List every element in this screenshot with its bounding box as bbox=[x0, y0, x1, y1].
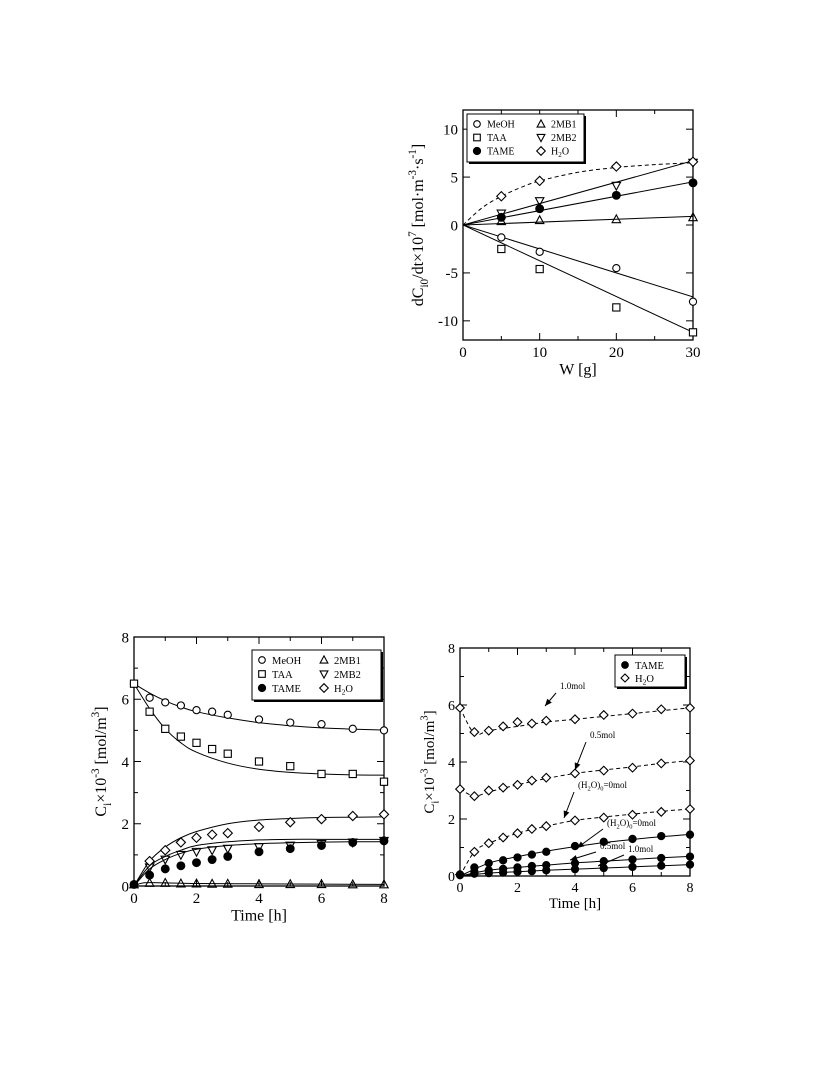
legend-marker-meoh bbox=[259, 657, 266, 664]
legend-label-tame bbox=[487, 147, 515, 158]
data-point-tame-0-5mol bbox=[658, 854, 665, 861]
ylabel-run: i bbox=[101, 802, 114, 806]
data-point-tame-0mol bbox=[528, 851, 535, 858]
data-point-h2o-1-0mol bbox=[528, 719, 537, 728]
label-run: 2 bbox=[341, 687, 346, 697]
data-point-tame-1-0mol bbox=[629, 863, 636, 870]
data-point-tame-1-0mol bbox=[571, 866, 578, 873]
x-tick-label: 6 bbox=[317, 891, 326, 907]
y-tick-label: 4 bbox=[121, 754, 129, 771]
data-point-taa bbox=[177, 733, 184, 740]
x-tick-label: 0 bbox=[130, 891, 138, 907]
y-tick-label: 10 bbox=[443, 122, 458, 139]
label-run: 1.0mol bbox=[560, 681, 586, 691]
annotation-arrow-head bbox=[570, 855, 578, 861]
label-run: TAA bbox=[272, 669, 293, 681]
data-point-tame-0mol bbox=[571, 842, 578, 849]
legend-label-tame bbox=[272, 684, 301, 695]
data-point-tame-1-0mol bbox=[543, 867, 550, 874]
data-point-tame-0mol bbox=[658, 833, 665, 840]
y-axis-label bbox=[90, 706, 114, 816]
data-point-2mb2 bbox=[224, 845, 232, 853]
ylabel-run: ×10 bbox=[422, 777, 438, 801]
data-point-meoh bbox=[146, 694, 153, 701]
ylabel-run: [mol/m bbox=[422, 720, 438, 769]
ylabel-run: C bbox=[422, 803, 438, 814]
fit-curve-meoh bbox=[463, 225, 693, 297]
legend-marker-taa bbox=[259, 671, 266, 678]
ylabel-run: i bbox=[430, 800, 442, 804]
annotation-arrow-head bbox=[575, 762, 581, 770]
data-point-tame-0mol bbox=[543, 848, 550, 855]
data-point-taa bbox=[380, 778, 387, 785]
data-point-tame bbox=[146, 871, 154, 879]
concentration-vs-time-chart bbox=[90, 630, 389, 924]
data-point-meoh bbox=[349, 725, 356, 732]
data-point-h2o bbox=[348, 811, 357, 820]
label-run: =0mol bbox=[632, 818, 657, 828]
label-run: MeOH bbox=[487, 119, 515, 131]
label-run: TAA bbox=[487, 133, 507, 145]
label-run: 2 bbox=[558, 151, 562, 160]
data-point-taa bbox=[130, 680, 137, 687]
label-run: TAME bbox=[272, 683, 301, 695]
x-tick-label: 6 bbox=[629, 881, 636, 896]
label-run: 0.5mol bbox=[590, 730, 616, 740]
y-tick-label: 0 bbox=[121, 879, 129, 896]
data-point-tame bbox=[224, 853, 232, 861]
data-point-h2o bbox=[254, 822, 263, 831]
y-tick-label: 8 bbox=[121, 630, 129, 647]
data-point-tame-0mol bbox=[686, 831, 693, 838]
data-point-h2o-0mol bbox=[470, 847, 479, 856]
data-point-h2o-0-5mol bbox=[513, 781, 522, 790]
label-run: H bbox=[581, 780, 588, 790]
data-point-meoh bbox=[613, 265, 620, 272]
label-run: 2MB1 bbox=[334, 655, 361, 667]
label-run: ) bbox=[626, 818, 630, 828]
data-point-tame-1-0mol bbox=[528, 868, 535, 875]
data-point-taa bbox=[255, 758, 262, 765]
water-effect-chart bbox=[419, 642, 694, 912]
data-point-tame-0mol bbox=[514, 854, 521, 861]
data-point-taa bbox=[224, 750, 231, 757]
data-point-tame bbox=[689, 179, 697, 187]
data-point-tame-0-5mol bbox=[686, 853, 693, 860]
data-point-h2o-1-0mol bbox=[513, 718, 522, 727]
legend-marker-taa bbox=[474, 134, 481, 141]
label-run: =0mol bbox=[603, 780, 628, 790]
label-run: O bbox=[619, 818, 627, 828]
legend-label-2mb2 bbox=[334, 670, 361, 681]
y-tick-label: 6 bbox=[121, 692, 129, 709]
data-point-meoh bbox=[380, 727, 387, 734]
y-tick-label: 2 bbox=[448, 812, 455, 828]
label-run: 0 bbox=[600, 785, 604, 793]
data-point-h2o-0mol bbox=[686, 805, 695, 814]
legend-label-taa bbox=[272, 670, 293, 681]
data-point-h2o-0-5mol bbox=[628, 763, 637, 772]
annotation-arrow-head bbox=[564, 810, 570, 818]
fit-curve-taa bbox=[463, 225, 693, 332]
data-point-h2o-0mol bbox=[513, 829, 522, 838]
data-point-h2o-1-0mol bbox=[657, 705, 666, 714]
rate-vs-weight-chart bbox=[407, 110, 701, 379]
data-point-tame-0mol bbox=[485, 860, 492, 867]
legend-marker-tame bbox=[473, 147, 480, 154]
data-point-tame bbox=[286, 845, 294, 853]
label-run: TAME bbox=[635, 660, 664, 672]
data-point-meoh bbox=[498, 234, 505, 241]
ylabel-run: 3 bbox=[89, 711, 102, 718]
y-tick-label: 5 bbox=[450, 170, 458, 187]
label-run: 2MB2 bbox=[334, 669, 361, 681]
data-point-tame bbox=[612, 191, 620, 199]
legend-label-tame bbox=[635, 661, 664, 672]
data-point-tame bbox=[161, 865, 169, 873]
legend-marker-tame bbox=[622, 662, 629, 669]
data-point-tame bbox=[130, 881, 138, 889]
label-run: O bbox=[646, 673, 654, 685]
data-point-h2o bbox=[208, 830, 217, 839]
data-point-h2o-0-5mol bbox=[571, 769, 580, 778]
label-run: 0.5mol bbox=[600, 841, 626, 851]
annotation-label-1-0mol bbox=[628, 844, 654, 854]
label-run: O bbox=[590, 780, 598, 790]
x-tick-label: 30 bbox=[685, 345, 701, 361]
data-point-h2o-0mol bbox=[542, 822, 551, 831]
legend-marker-meoh bbox=[474, 121, 481, 128]
data-point-h2o-1-0mol bbox=[542, 716, 551, 725]
ylabel-run: ] bbox=[93, 706, 110, 712]
ylabel-run: -1 bbox=[406, 149, 419, 159]
data-point-tame-1-0mol bbox=[514, 868, 521, 875]
x-tick-label: 8 bbox=[380, 891, 388, 907]
data-point-meoh bbox=[162, 699, 169, 706]
legend-marker-tame bbox=[258, 684, 265, 691]
legend-label-2mb2 bbox=[551, 133, 577, 144]
data-point-taa bbox=[287, 763, 294, 770]
data-point-h2o bbox=[161, 846, 170, 855]
data-point-taa bbox=[146, 708, 153, 715]
data-point-tame-1-0mol bbox=[471, 870, 478, 877]
data-point-taa bbox=[193, 739, 200, 746]
data-point-h2o bbox=[379, 810, 388, 819]
ylabel-run: 7 bbox=[406, 231, 419, 237]
data-point-tame-1-0mol bbox=[485, 870, 492, 877]
label-run: 2MB2 bbox=[551, 133, 577, 145]
data-point-tame-1-0mol bbox=[500, 869, 507, 876]
data-point-h2o-0-5mol bbox=[484, 786, 493, 795]
label-run: ) bbox=[597, 780, 601, 790]
ylabel-run: /dt×10 bbox=[410, 236, 427, 279]
annotation-label-h2o-0-0mol bbox=[607, 818, 657, 830]
data-point-tame bbox=[177, 862, 185, 870]
data-point-h2o-0-5mol bbox=[542, 773, 551, 782]
x-tick-label: 10 bbox=[532, 345, 548, 361]
y-tick-label: 4 bbox=[448, 755, 455, 771]
data-point-tame-1-0mol bbox=[658, 862, 665, 869]
data-point-h2o-0-5mol bbox=[470, 792, 479, 801]
ylabel-run: [mol/m bbox=[93, 717, 110, 769]
data-point-h2o-0mol bbox=[484, 839, 493, 848]
data-point-h2o-0-5mol bbox=[657, 759, 666, 768]
annotation-label-h2o-0-0mol bbox=[578, 780, 628, 792]
y-tick-label: 8 bbox=[448, 641, 455, 657]
label-run: 0 bbox=[629, 823, 633, 831]
x-tick-label: 8 bbox=[686, 881, 694, 896]
data-point-h2o-0mol bbox=[571, 816, 580, 825]
data-point-tame-0mol bbox=[500, 857, 507, 864]
data-point-h2o-0-5mol bbox=[528, 776, 537, 785]
legend-label-meoh bbox=[487, 120, 515, 131]
y-axis-label bbox=[419, 710, 441, 813]
label-run: 2MB1 bbox=[551, 119, 577, 131]
ylabel-run: i0 bbox=[418, 278, 431, 288]
data-point-taa bbox=[349, 770, 356, 777]
data-point-taa bbox=[613, 304, 620, 311]
legend-label-2mb1 bbox=[334, 656, 361, 667]
x-tick-label: 2 bbox=[514, 881, 521, 896]
data-point-tame-0mol bbox=[629, 835, 636, 842]
data-point-taa bbox=[162, 725, 169, 732]
y-tick-label: 0 bbox=[450, 218, 458, 235]
ylabel-run: [mol·m bbox=[410, 179, 427, 232]
data-point-h2o-0mol bbox=[528, 825, 537, 834]
data-point-meoh bbox=[689, 298, 696, 305]
data-point-tame bbox=[208, 856, 216, 864]
x-tick-label: 0 bbox=[456, 881, 464, 896]
data-point-h2o bbox=[317, 814, 326, 823]
label-run: H bbox=[334, 683, 342, 695]
data-point-meoh bbox=[318, 721, 325, 728]
data-point-tame-1-0mol bbox=[456, 872, 463, 879]
ylabel-run: -3 bbox=[406, 170, 419, 180]
data-point-meoh bbox=[177, 702, 184, 709]
ylabel-run: ] bbox=[410, 143, 427, 150]
x-tick-label: 20 bbox=[608, 345, 624, 361]
data-point-h2o-0-5mol bbox=[499, 783, 508, 792]
data-point-taa bbox=[498, 245, 505, 252]
data-point-h2o bbox=[497, 192, 506, 201]
annotation-label-0-5mol bbox=[600, 841, 626, 851]
x-axis-label: Time [h] bbox=[231, 907, 287, 925]
label-run: 2 bbox=[642, 677, 647, 687]
label-run: 2 bbox=[587, 785, 591, 793]
x-tick-label: 0 bbox=[459, 345, 467, 361]
data-point-taa bbox=[318, 770, 325, 777]
data-point-h2o bbox=[688, 157, 697, 166]
ylabel-run: ·s bbox=[410, 158, 427, 170]
legend-label-2mb1 bbox=[551, 120, 577, 131]
y-tick-label: 2 bbox=[121, 817, 129, 833]
legend-label-meoh bbox=[272, 656, 302, 667]
data-point-h2o-1-0mol bbox=[571, 715, 580, 724]
data-point-tame bbox=[318, 842, 326, 850]
x-tick-label: 4 bbox=[571, 881, 579, 896]
data-point-tame-0-5mol bbox=[629, 856, 636, 863]
data-point-h2o bbox=[223, 828, 232, 837]
data-point-tame bbox=[349, 839, 357, 847]
data-point-tame-1-0mol bbox=[686, 861, 693, 868]
data-point-h2o-0-5mol bbox=[686, 756, 695, 765]
y-axis-label bbox=[407, 144, 431, 306]
data-point-h2o-1-0mol bbox=[628, 709, 637, 718]
ylabel-run: ] bbox=[422, 710, 438, 716]
data-point-taa bbox=[536, 265, 543, 272]
y-tick-label: 6 bbox=[448, 698, 455, 714]
x-tick-label: 2 bbox=[192, 891, 201, 907]
label-run: O bbox=[561, 146, 570, 158]
label-run: 1.0mol bbox=[628, 844, 654, 854]
data-point-meoh bbox=[536, 248, 543, 255]
data-point-tame bbox=[380, 837, 388, 845]
y-tick-label: 0 bbox=[448, 869, 455, 885]
data-point-tame bbox=[193, 859, 201, 867]
label-run: TAME bbox=[487, 146, 515, 158]
ylabel-run: -3 bbox=[419, 768, 431, 778]
data-point-meoh bbox=[255, 716, 262, 723]
data-point-h2o-0mol bbox=[657, 808, 666, 817]
ylabel-run: C bbox=[93, 805, 110, 817]
label-run: O bbox=[345, 683, 353, 695]
ylabel-run: -3 bbox=[89, 768, 102, 778]
data-point-meoh bbox=[193, 707, 200, 714]
label-run: MeOH bbox=[272, 655, 302, 667]
data-point-meoh bbox=[287, 719, 294, 726]
label-run: ( bbox=[578, 780, 581, 790]
x-axis-label: W [g] bbox=[559, 361, 597, 379]
data-point-tame bbox=[255, 848, 263, 856]
ylabel-run: dC bbox=[410, 287, 427, 307]
data-point-taa bbox=[209, 745, 216, 752]
data-point-h2o bbox=[612, 162, 621, 171]
data-point-h2o-0-5mol bbox=[456, 785, 465, 794]
ylabel-run: 3 bbox=[419, 715, 431, 721]
label-run: 2 bbox=[616, 823, 620, 831]
data-point-meoh bbox=[209, 708, 216, 715]
data-point-h2o bbox=[535, 176, 544, 185]
y-tick-label: -5 bbox=[445, 266, 458, 283]
x-axis-label: Time [h] bbox=[548, 896, 602, 913]
legend-label-taa bbox=[487, 133, 508, 144]
x-tick-label: 4 bbox=[255, 891, 263, 907]
label-run: H bbox=[635, 673, 643, 685]
data-point-h2o-0-5mol bbox=[599, 766, 608, 775]
label-run: H bbox=[551, 146, 559, 158]
data-point-taa bbox=[689, 329, 696, 336]
label-run: H bbox=[610, 818, 617, 828]
ylabel-run: ×10 bbox=[93, 777, 110, 803]
data-point-h2o bbox=[192, 833, 201, 842]
data-point-meoh bbox=[224, 711, 231, 718]
annotation-label-1-0mol bbox=[560, 681, 586, 691]
data-point-h2o-1-0mol bbox=[599, 711, 608, 720]
annotation-label-0-5mol bbox=[590, 730, 616, 740]
data-point-h2o-0mol bbox=[499, 833, 508, 842]
data-point-h2o-1-0mol bbox=[484, 726, 493, 735]
label-run: ( bbox=[607, 818, 610, 828]
y-tick-label: -10 bbox=[438, 314, 458, 331]
